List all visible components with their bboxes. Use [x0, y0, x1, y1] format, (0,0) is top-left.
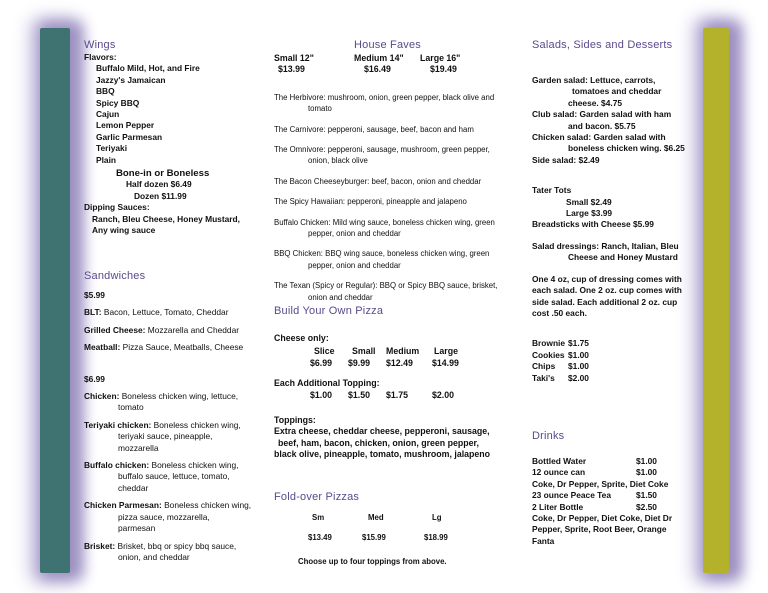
dessert-name: Brownie [532, 338, 566, 349]
item-name: Buffalo chicken: [84, 460, 150, 471]
texan-pizza: The Texan (Spicy or Regular): BBQ or Spicy BBQ sauce, brisket, [274, 281, 498, 291]
toppings-list: Extra cheese, cheddar cheese, pepperoni, sausage, [274, 426, 490, 437]
chicken-item [84, 391, 274, 402]
carnivore-pizza: The Carnivore: pepperoni, sausage, beef, bacon and ham [274, 124, 474, 134]
tater-tots-label: Tater Tots [532, 185, 572, 196]
grilled-cheese-item [84, 325, 274, 336]
toppings-list: beef, ham, bacon, chicken, onion, green pepper, [278, 437, 479, 448]
item-desc: onion, and cheddar [118, 551, 190, 562]
size-price: $15.99 [362, 533, 386, 543]
size-label: Large [434, 346, 458, 357]
bone-title: Bone-in or Boneless [116, 168, 210, 180]
buffalo-chicken-pizza: Buffalo Chicken: Mild wing sauce, boneless chicken wing, green [274, 217, 495, 227]
item-desc: teriyaki sauce, pineapple, [118, 431, 213, 442]
club-salad: Club salad: Garden salad with ham [532, 109, 672, 120]
tater-tots-small: Small $2.49 [566, 196, 612, 207]
topping-price: $1.75 [386, 389, 409, 400]
dressing-info: side salad. Each additional 2 oz. cup [532, 296, 678, 307]
byo-topping-prices-row [274, 390, 504, 401]
dessert-row [532, 338, 702, 349]
cheese-only-label: Cheese only: [274, 333, 329, 343]
flavor-item: BBQ [96, 86, 115, 97]
foldover-prices-row [274, 532, 504, 543]
flavor-item: Cajun [96, 109, 120, 120]
size-label: Slice [314, 346, 335, 357]
dessert-row [532, 350, 702, 361]
dessert-price: $1.00 [568, 361, 589, 372]
toppings-list: black olive, pineapple, tomato, mushroom, jalapeno [274, 449, 491, 460]
club-salad-price: and bacon. $5.75 [568, 120, 636, 131]
herbivore-pizza-cont: tomato [308, 104, 332, 114]
flavor-item: Teriyaki [96, 143, 128, 154]
size-price: $13.99 [278, 64, 305, 75]
teriyaki-chicken-item [84, 420, 274, 431]
buffalo-chicken-item [84, 460, 274, 471]
dessert-name: Taki's [532, 372, 555, 383]
drink-price: $2.50 [636, 501, 657, 512]
item-desc: cheddar [118, 482, 149, 493]
size-price: $16.49 [364, 64, 391, 75]
dessert-row [532, 361, 702, 372]
blt-item [84, 307, 274, 318]
size-label: Lg [432, 513, 442, 522]
item-desc: Boneless chicken wing, [164, 500, 252, 511]
tater-tots-large: Large $3.99 [566, 208, 613, 219]
drink-row [532, 456, 702, 467]
foldover-section [274, 491, 504, 567]
dipping-list: Ranch, Bleu Cheese, Honey Mustard, [92, 213, 240, 224]
flavors-label: Flavors: [84, 52, 117, 62]
left-decorative-bar [40, 28, 70, 573]
flavor-item: Jazzy's Jamaican [96, 74, 166, 85]
drink-name: 23 ounce Peace Tea [532, 490, 611, 501]
bbq-chicken-pizza: BBQ Chicken: BBQ wing sauce, boneless chicken wing, green [274, 249, 490, 259]
omnivore-pizza-cont: onion, black olive [308, 156, 368, 166]
drink-row [532, 490, 702, 501]
item-desc: Boneless chicken wing, [153, 419, 241, 430]
texan-pizza-cont: onion and cheddar [308, 292, 373, 302]
drink-price: $1.00 [636, 456, 657, 466]
bbq-chicken-pizza-cont: pepper, onion and cheddar [308, 260, 401, 270]
house-sizes-row [274, 53, 504, 64]
meatball-item [84, 342, 274, 353]
foldover-sizes-row [274, 512, 504, 523]
wings-title: Wings [84, 39, 116, 51]
dessert-name: Chips [532, 361, 556, 372]
buffalo-chicken-pizza-cont: pepper, onion and cheddar [308, 229, 401, 239]
item-desc: Bacon, Lettuce, Tomato, Cheddar [103, 307, 229, 318]
drink-price: $1.00 [636, 467, 657, 478]
byo-sizes-row [274, 346, 504, 357]
size-price: $19.49 [430, 64, 457, 75]
garden-salad-cont: tomatoes and cheddar [572, 86, 662, 97]
dessert-price: $1.00 [568, 349, 589, 360]
item-desc: Boneless chicken wing, [151, 460, 239, 471]
item-name: Brisket: [84, 540, 116, 551]
foldover-note: Choose up to four toppings from above. [298, 556, 447, 566]
byo-cheese-prices-row [274, 358, 504, 369]
wings-section [84, 39, 274, 237]
size-label: Med [368, 513, 384, 522]
drink-price: $1.50 [636, 490, 657, 501]
dessert-name: Cookies [532, 349, 565, 360]
byo-title: Build Your Own Pizza [274, 305, 384, 317]
garden-salad: Garden salad: Lettuce, carrots, [532, 75, 656, 85]
house-faves-title: House Faves [354, 39, 422, 51]
size-label: Medium 14" [354, 53, 404, 63]
size-label: Small [352, 346, 376, 357]
item-name: Grilled Cheese: [84, 324, 146, 335]
item-desc: parmesan [118, 523, 156, 534]
foldover-title: Fold-over Pizzas [274, 491, 360, 503]
desserts-list [532, 338, 702, 384]
item-name: Meatball: [84, 342, 121, 353]
chicken-salad-price: boneless chicken wing. $6.25 [568, 143, 685, 154]
drink-name: 12 ounce can [532, 467, 586, 478]
size-label: Medium [386, 346, 420, 357]
size-price: $12.49 [386, 357, 413, 368]
size-price: $6.99 [310, 357, 333, 368]
dozen-price: Dozen $11.99 [134, 190, 187, 201]
item-desc: Pizza Sauce, Meatballs, Cheese [122, 342, 244, 353]
right-decorative-bar [703, 28, 729, 573]
flavor-item: Plain [96, 154, 117, 165]
additional-topping-label: Each Additional Topping: [274, 378, 380, 389]
dressing-info: cost .50 each. [532, 307, 587, 318]
house-prices-row [274, 64, 504, 75]
bacon-cheeseyburger-pizza: The Bacon Cheeseyburger: beef, bacon, onion and cheddar [274, 176, 482, 186]
sandwiches-section [84, 270, 274, 563]
chicken-parmesan-item [84, 500, 274, 511]
byo-pizza-section [274, 305, 504, 461]
item-desc: Boneless chicken wing, lettuce, [121, 391, 239, 402]
item-name: Teriyaki chicken: [84, 419, 152, 430]
drinks-section [532, 430, 702, 547]
liter-flavors: Fanta [532, 535, 555, 546]
flavor-item: Buffalo Mild, Hot, and Fire [96, 63, 200, 74]
drink-row [532, 502, 702, 513]
chicken-salad: Chicken salad: Garden salad with [532, 132, 666, 143]
breadsticks: Breadsticks with Cheese $5.99 [532, 219, 654, 230]
sandwich-price-a: $5.99 [84, 290, 105, 300]
dressing-info: One 4 oz, cup of dressing comes with [532, 273, 682, 284]
half-dozen-price: Half dozen $6.49 [126, 179, 192, 190]
herbivore-pizza: The Herbivore: mushroom, onion, green pepper, black olive and [274, 92, 495, 102]
item-desc: pizza sauce, mozzarella, [118, 511, 210, 522]
can-flavors: Coke, Dr Pepper, Sprite, Diet Coke [532, 478, 669, 489]
dipping-label: Dipping Sauces: [84, 202, 150, 213]
size-price: $18.99 [424, 533, 448, 543]
dessert-price: $2.00 [568, 372, 589, 383]
topping-price: $2.00 [432, 389, 455, 400]
liter-flavors: Coke, Dr Pepper, Diet Coke, Diet Dr [532, 513, 673, 524]
size-price: $9.99 [348, 357, 371, 368]
flavor-item: Garlic Parmesan [96, 131, 163, 142]
item-desc: tomato [118, 402, 144, 413]
item-desc: buffalo sauce, lettuce, tomato, [118, 471, 230, 482]
drink-name: Bottled Water [532, 456, 587, 466]
item-name: Chicken: [84, 391, 120, 402]
dessert-row [532, 373, 702, 384]
flavor-item: Spicy BBQ [96, 97, 140, 108]
drinks-title: Drinks [532, 430, 565, 442]
size-label: Large 16" [420, 53, 461, 63]
topping-price: $1.00 [310, 389, 333, 400]
salads-title: Salads, Sides and Desserts [532, 39, 673, 51]
garden-salad-price: cheese. $4.75 [568, 97, 623, 108]
side-salad: Side salad: $2.49 [532, 154, 600, 165]
salad-dressings: Salad dressings: Ranch, Italian, Bleu [532, 240, 679, 251]
brisket-item [84, 541, 274, 552]
dipping-list: Any wing sauce [92, 225, 156, 236]
house-faves-section [274, 39, 504, 303]
topping-price: $1.50 [348, 389, 371, 400]
spicy-hawaiian-pizza: The Spicy Hawaiian: pepperoni, pineapple and jalapeno [274, 197, 467, 207]
liter-flavors: Pepper, Sprite, Root Beer, Orange [532, 524, 667, 535]
size-label: Small 12" [274, 53, 314, 63]
size-label: Sm [312, 513, 325, 522]
item-desc: Brisket, bbq or spicy bbq sauce, [117, 540, 237, 551]
item-name: Chicken Parmesan: [84, 500, 162, 511]
salad-dressings-cont: Cheese and Honey Mustard [568, 252, 678, 263]
salads-section [532, 39, 702, 384]
drink-row [532, 467, 702, 478]
dressing-info: each salad. One 2 oz. cup comes with [532, 285, 682, 296]
dessert-price: $1.75 [568, 338, 589, 349]
toppings-label: Toppings: [274, 415, 316, 426]
size-price: $14.99 [432, 357, 459, 368]
flavor-item: Lemon Pepper [96, 120, 155, 131]
size-price: $13.49 [308, 533, 332, 543]
sandwich-price-b: $6.99 [84, 373, 105, 384]
drink-name: 2 Liter Bottle [532, 501, 584, 512]
item-desc: mozzarella [118, 442, 159, 453]
item-desc: Mozzarella and Cheddar [147, 324, 240, 335]
omnivore-pizza: The Omnivore: pepperoni, sausage, mushroom, green pepper, [274, 145, 490, 155]
item-name: BLT: [84, 307, 102, 318]
sandwiches-title: Sandwiches [84, 270, 146, 282]
